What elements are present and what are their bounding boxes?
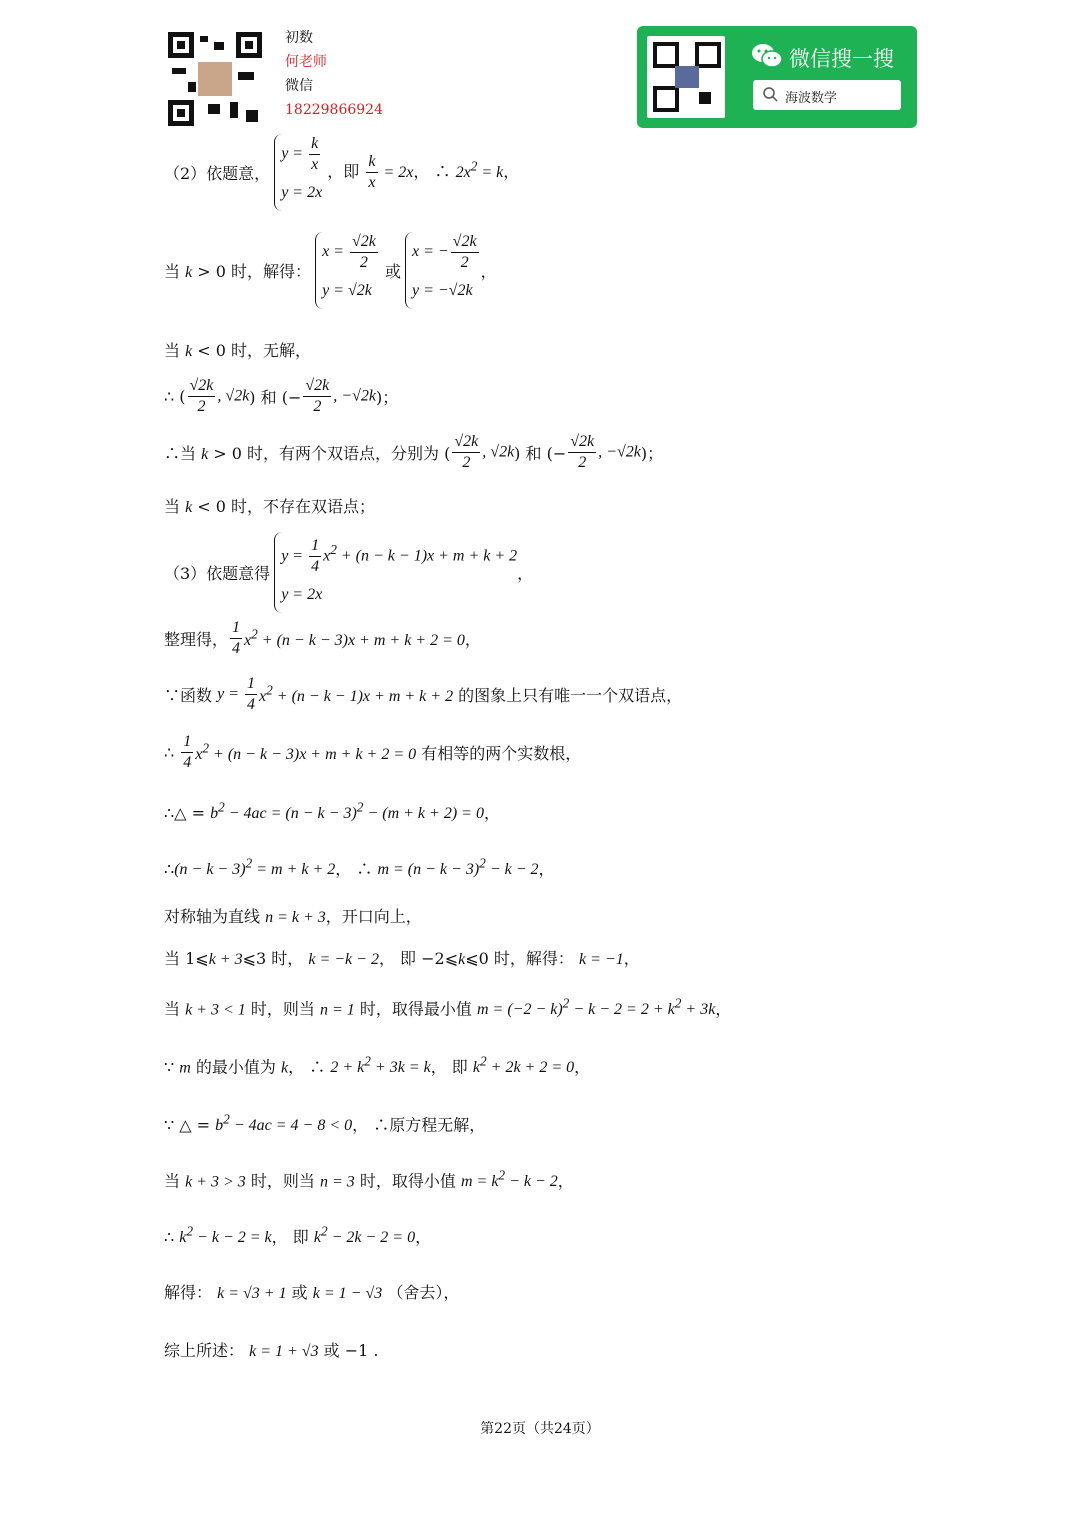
search-icon [762, 86, 778, 106]
line-8: 整理得， $\frac{1}{4}$ $x^2 + (n - k - 3)x + m + k + 2 = 0$， [164, 619, 481, 657]
line-21: 综上所述： k = 1 + √3 或 −1 . [164, 1341, 379, 1360]
line-14: 当 1⩽k + 3⩽3 时， k = −k − 2， 即 −2⩽k⩽0 时，解得： k = −1， [164, 949, 640, 968]
line-7: （3）依题意得 y = $\frac{1}{4}$ $x^2 + (n - k - 1)x + m + k + 2$ y = 2x ， [164, 532, 533, 613]
wechat-search-text: 海波数学 [785, 91, 838, 106]
line-17: ∵ △ = $b^2 - 4ac = 4 - 8 < 0$， ∴原方程无解， [164, 1112, 486, 1135]
contact-line-1: 初数 [285, 30, 313, 46]
line-18: 当 k + 3 > 3 时，则当 n = 3 时，取得小值 $m = k^2 - k - 2$， [164, 1168, 574, 1191]
line-9: ∵函数 y = $\frac{1}{4}$ $x^2 + (n - k - 1)x + m + k + 2$ 的图象上只有唯一一个双语点， [164, 675, 683, 713]
wechat-qr-code [647, 36, 725, 118]
line-13: 对称轴为直线 n = k + 3，开口向上， [164, 907, 422, 926]
wechat-search-box[interactable] [753, 80, 901, 110]
line-3: 当 k < 0 时，无解， [164, 341, 312, 360]
qr-code [168, 32, 262, 126]
wechat-title: 微信搜一搜 [789, 47, 894, 71]
line-19: ∴ $k^2 - k - 2 = k$， 即 $k^2 - 2k - 2 = 0$， [164, 1224, 432, 1247]
line-15: 当 k + 3 < 1 时，则当 n = 1 时，取得最小值 $m = (-2 - k)^2 - k - 2 = 2 + k^2 + 3k$， [164, 996, 732, 1019]
contact-phone: 18229866924 [285, 102, 383, 118]
line-4: ∴ ( $\frac{√2k}{2}$ , √2k) 和 (− $\frac{√2k}{2}$ , −√2k)； [164, 377, 399, 415]
wechat-search-banner[interactable] [637, 26, 917, 128]
line-10: ∴ $\frac{1}{4}$ $x^2 + (n - k - 3)x + m + k + 2 = 0$ 有相等的两个实数根， [164, 733, 582, 771]
contact-line-3: 微信 [285, 78, 313, 94]
line-11: ∴△ = $b^2 - 4ac = (n - k - 3)^2 - (m + k + 2) = 0$， [164, 800, 500, 823]
contact-line-2: 何老师 [285, 54, 327, 70]
line-16: ∵ m 的最小值为 k， ∴ $2 + k^2 + 3k = k$， 即 $k^2 + 2k + 2 = 0$， [164, 1054, 591, 1077]
wechat-icon [751, 42, 783, 70]
page-number: 第22页（共24页） [480, 1421, 600, 1437]
line-6: 当 k < 0 时，不存在双语点； [164, 497, 376, 516]
line-1: （2）依题意， y = $\frac{k}{x}$ y = 2x ，即 $\frac{k}{x}$ = 2x， ∴ $2x^2 = k$， [164, 134, 519, 211]
line-12: ∴(n − k − 3)$^2$ = m + k + 2， ∴ $m = (n - k - 3)^2 - k - 2$， [164, 856, 555, 879]
line-5: ∴当 k > 0 时，有两个双语点，分别为 ( $\frac{√2k}{2}$ , √2k) 和 (− $\frac{√2k}{2}$ , −√2k)； [164, 433, 664, 471]
line-2: 当 k > 0 时，解得： x = $\frac{√2k}{2}$ y = √2k 或 x = − $\frac{√2k}{2}$ y = −√2k ， [164, 232, 497, 309]
contact-info [285, 26, 383, 122]
line-20: 解得： k = √3 + 1 或 k = 1 − √3 （舍去）， [164, 1283, 460, 1302]
